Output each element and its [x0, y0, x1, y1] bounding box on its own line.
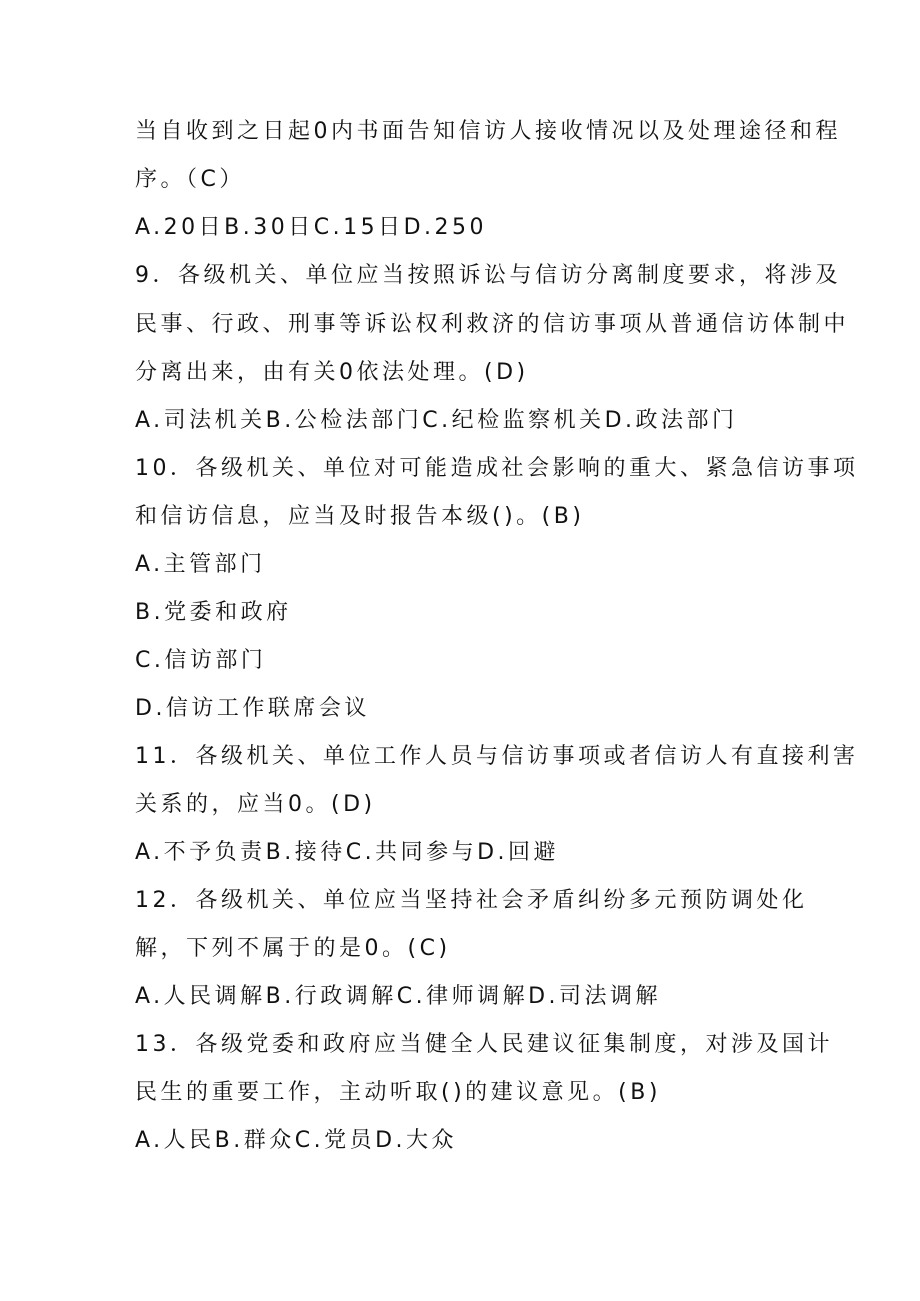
- text-line: A.人民调解B.行政调解C.律师调解D.司法调解: [135, 984, 662, 1009]
- text-line: A.司法机关B.公检法部门C.纪检监察机关D.政法部门: [135, 408, 738, 433]
- text-line: A.不予负责B.接待C.共同参与D.回避: [135, 840, 560, 865]
- text-line: A.20日B.30日C.15日D.250: [135, 215, 488, 240]
- text-line: A.人民B.群众C.党员D.大众: [135, 1128, 458, 1153]
- text-line: 12．各级机关、单位应当坚持社会矛盾纠纷多元预防调处化: [135, 888, 808, 913]
- text-line: 11．各级机关、单位工作人员与信访事项或者信访人有直接利害: [135, 744, 859, 769]
- text-line: 分离出来，由有关0依法处理。(D): [135, 360, 529, 385]
- text-line: C.信访部门: [135, 648, 267, 673]
- text-line: 13．各级党委和政府应当健全人民建议征集制度，对涉及国计: [135, 1032, 833, 1057]
- text-line: 民事、行政、刑事等诉讼权利救济的信访事项从普通信访体制中: [135, 312, 850, 337]
- text-line: A.主管部门: [135, 552, 266, 577]
- text-line: 序。（C）: [135, 167, 245, 192]
- text-line: 民生的重要工作，主动听取()的建议意见。(B): [135, 1080, 661, 1105]
- text-line: 9．各级机关、单位应当按照诉讼与信访分离制度要求，将涉及: [135, 263, 841, 288]
- text-line: 解，下列不属于的是0。(C): [135, 936, 451, 961]
- text-line: D.信访工作联席会议: [135, 696, 370, 721]
- text-line: 10．各级机关、单位对可能造成社会影响的重大、紧急信访事项: [135, 456, 859, 481]
- text-line: 和信访信息，应当及时报告本级()。(B): [135, 504, 585, 529]
- text-line: B.党委和政府: [135, 600, 292, 625]
- text-line: 当自收到之日起0内书面告知信访人接收情况以及处理途径和程: [135, 119, 841, 144]
- text-line: 关系的，应当0。(D): [135, 792, 376, 817]
